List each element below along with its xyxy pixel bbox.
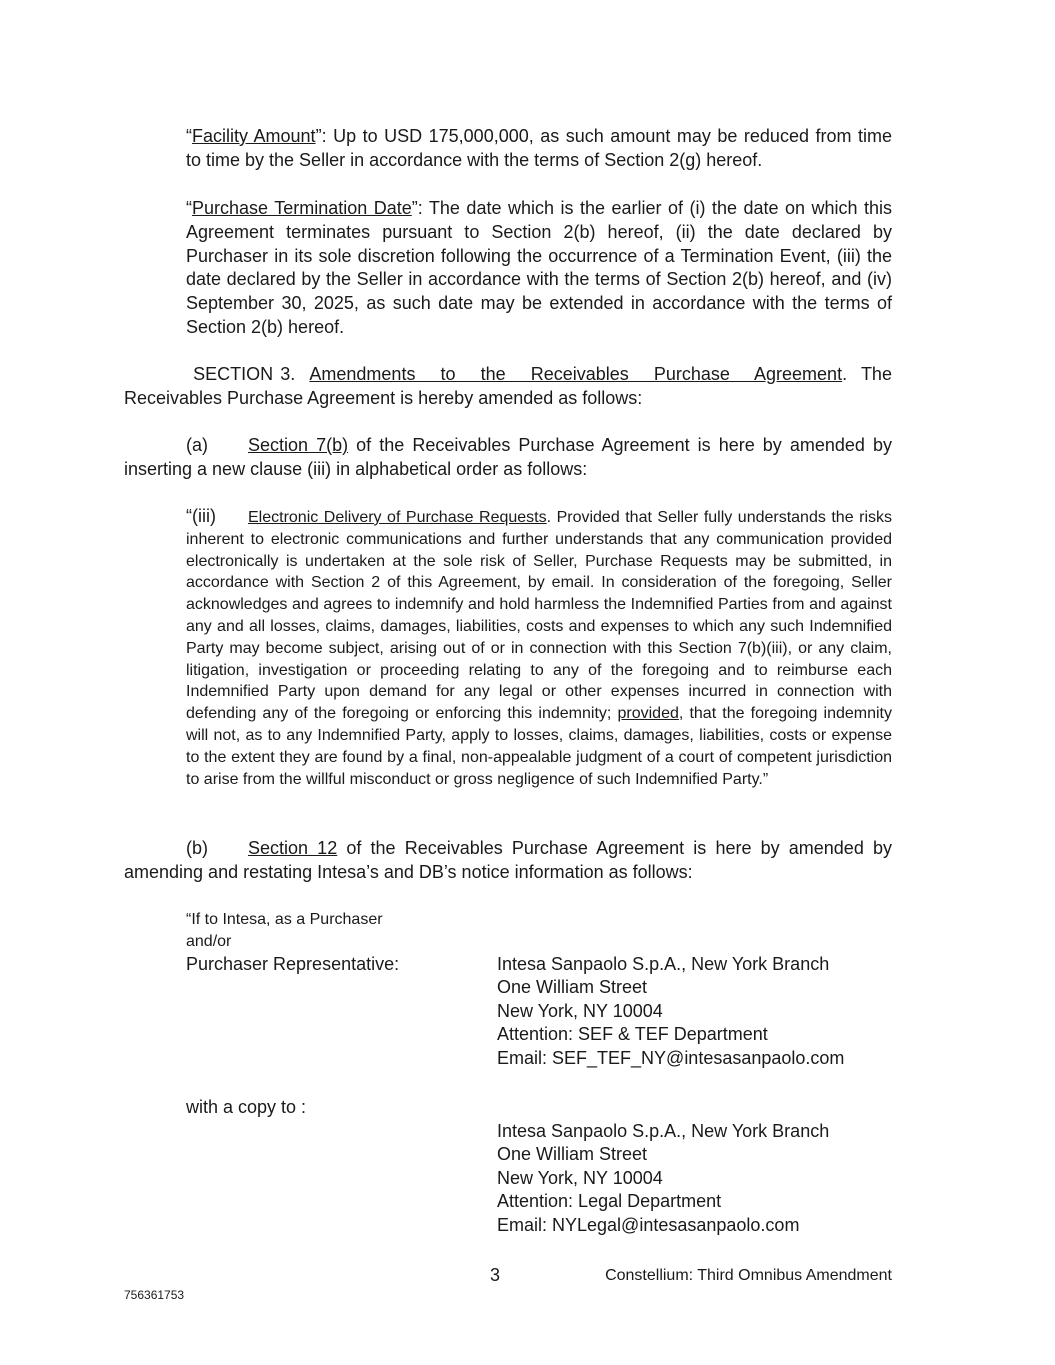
section-intro-visible: The Receivables Purchase Agreement is hereby amended as follows: [124, 364, 892, 408]
term-purchase-termination-date: Purchase Termination Date [192, 198, 412, 218]
page-number: 3 [490, 1265, 501, 1285]
address-email: Email: NYLegal@intesasanpaolo.com [497, 1214, 800, 1235]
definition-text: : Up to USD 175,000,000, as such amount may be reduced from time to time by the Seller in accordance with the terms of Section 2(g) hereof. [186, 126, 892, 170]
address-line: Intesa Sanpaolo S.p.A., New York Branch [497, 954, 830, 974]
section-title-visible: Amendments to the Receivables Purchase Agreement [309, 364, 843, 384]
clause-a-label: (a) [186, 435, 208, 455]
copy-to-label: with a copy to : [186, 1097, 307, 1117]
address-line: New York, NY 10004 [497, 1167, 663, 1188]
notice-party-line1: “If to Intesa, as a Purchaser [186, 911, 383, 928]
notice-party-line3: Purchaser Representative: [186, 954, 400, 974]
clause-a-text: of the Receivables Purchase Agreement is here by amended by inserting a new clause (iii) in alphabetical order as follows: [124, 435, 892, 479]
address-email: Email: SEF_TEF_NY@intesasanpaolo.com [497, 1047, 845, 1068]
address-line: Attention: SEF & TEF Department [497, 1024, 768, 1045]
clause-b-label: (b) [186, 838, 208, 858]
term-facility-amount: Facility Amount [192, 126, 316, 146]
clause-iii-text-after: , that the foregoing indemnity will not, as to any Indemnified Party, apply to losses, claims, damages, liabilities, costs or expense to the extent they are found by a final, non-appealable judgment of a court of competent jurisdiction to arise from the willful misconduct or gross negligence of such Indemnified Party.” [186, 705, 892, 788]
address-line: New York, NY 10004 [497, 1000, 663, 1021]
document-title-footer: Constellium: Third Omnibus Amendment [605, 1267, 892, 1284]
clause-iii-paragraph [186, 506, 892, 790]
document-id: 756361753 [124, 1288, 185, 1302]
address-line: Attention: Legal Department [497, 1191, 722, 1212]
clause-a-section-ref: Section 7(b) [248, 435, 349, 455]
notice-address-copy [497, 1120, 829, 1237]
clause-iii-title: Electronic Delivery of Purchase Requests [248, 509, 547, 526]
notice-address-primary [497, 953, 844, 1070]
clause-iii-label: “(iii) [186, 506, 216, 526]
definition-text: : The date which is the earlier of (i) the date on which this Agreement terminates pursuant to Section 2(b) hereof, (ii) the date declared by Purchaser in its sole discretion following the occurrence of a Termination Event, (iii) the date declared by the Seller in accordance with the terms of Section 2(b) hereof, and (iv) September 30, 2025, as such date may be extended in accordance with the terms of Section 2(b) hereof. [186, 198, 892, 337]
address-line: Intesa Sanpaolo S.p.A., New York Branch [497, 1121, 830, 1141]
clause-a-paragraph [124, 434, 892, 482]
provided-term: provided [617, 705, 679, 723]
section-number-visible: SECTION 3. [193, 364, 296, 384]
clause-iii-text: . Provided that Seller fully understands the risks inherent to electronic communications and further understands that any communication provided electronically is undertaken at the sole risk of Seller, Purchase Requests may be submitted, in accordance with Section 2 of this Agreement, by email. In consideration of the foregoing, Seller acknowledges and agrees to indemnify and hold harmless the Indemnified Parties from and against any and all losses, claims, damages, liabilities, costs and expenses to which any such Indemnified Party may become subject, arising out of or in connection with this Section 7(b)(iii), or any claim, litigation, investigation or proceeding relating to any of the foregoing and to reimburse each Indemnified Party upon demand for any legal or other expenses incurred in connection with defending any of the foregoing or enforcing this indemnity; [186, 509, 892, 723]
section-3-text: SECTION 3. Amendments to the Receivables Purchase Agreement. The Receivables Purchase Agreement is hereby amended as follows: [124, 364, 892, 408]
notice-party-line2: and/or [186, 933, 232, 950]
address-line: One William Street [497, 1144, 648, 1165]
clause-b-section-ref: Section 12 [248, 838, 338, 858]
definition-purchase-termination-date: “Purchase Termination Date”: The date which is the earlier of (i) the date on which this Agreement terminates pursuant to Section 2(b) hereof, (ii) the date declared by Purchaser in its sole discretion following the occurrence of a Termination Event, (iii) the date declared by the Seller in accordance with the terms of Section 2(b) hereof, and (iv) September 30, 2025, as such date may be extended in accordance with the terms of Section 2(b) hereof. [186, 198, 892, 337]
address-line: One William Street [497, 977, 648, 998]
clause-b-paragraph [124, 837, 892, 885]
clause-b-text: of the Receivables Purchase Agreement is here by amended by amending and restating Intesa’s and DB’s notice information as follows: [124, 838, 892, 882]
definition-facility-amount: “Facility Amount”: Up to USD 175,000,000, as such amount may be reduced from time to time by the Seller in accordance with the terms of Section 2(g) hereof. [186, 126, 892, 170]
